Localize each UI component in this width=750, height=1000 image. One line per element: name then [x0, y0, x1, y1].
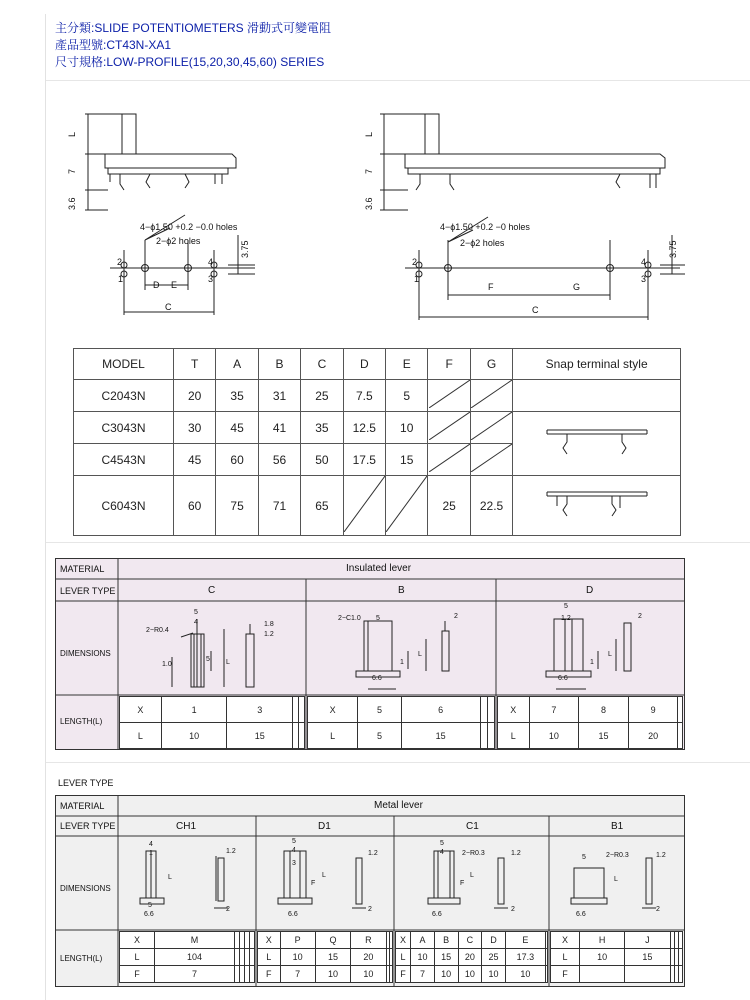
dimensions-label: DIMENSIONS: [60, 649, 111, 658]
cell-F-empty: [428, 444, 470, 476]
cell-A: 35: [216, 380, 258, 412]
snap-cell-blank: [513, 380, 681, 412]
cell-B: 41: [258, 412, 300, 444]
dim-d1-F: F: [311, 880, 316, 887]
col-F: F: [428, 349, 470, 380]
dim-C-right: C: [532, 305, 539, 315]
col-T: T: [173, 349, 215, 380]
lever-type-CH1: CH1: [176, 821, 197, 832]
cell-E-empty: [386, 476, 428, 536]
cell-B: 31: [258, 380, 300, 412]
cell-D: 17.5: [343, 444, 385, 476]
dim-d-5: 5: [564, 603, 568, 610]
dim-c-L: L: [226, 659, 230, 666]
col-E: E: [386, 349, 428, 380]
dim-b1-5: 5: [582, 854, 586, 861]
length-table-D: X 7 8 9 L 10 15 20: [497, 696, 683, 749]
metal-length-label: LENGTH(L): [60, 954, 103, 963]
spec-table: [73, 348, 681, 536]
cell-T: 30: [173, 412, 215, 444]
dim-d-12: 1.2: [561, 615, 571, 622]
cell-G-empty: [470, 444, 512, 476]
product-header: [55, 20, 331, 71]
pin3-right: 3: [641, 274, 647, 284]
dim-ch1-4: 4: [149, 841, 153, 848]
dim-c1-12: 1.2: [511, 850, 521, 857]
cell-B: 71: [258, 476, 300, 536]
pin4-right: 4: [641, 257, 647, 267]
col-A: A: [216, 349, 258, 380]
col-B: B: [258, 349, 300, 380]
cell-model: C2043N: [74, 380, 174, 412]
dim-E: E: [171, 280, 178, 290]
dim-G: G: [573, 282, 581, 292]
pin4-left: 4: [208, 257, 214, 267]
dim-c-5b: 5: [206, 656, 210, 663]
dim-c-12: 1.2: [264, 631, 274, 638]
dim-d1-3: 3: [292, 860, 296, 867]
cell-A: 45: [216, 412, 258, 444]
dim-ch1-2: 2: [226, 906, 230, 913]
dim-d1-66: 6.6: [288, 911, 298, 918]
dim-b-2: 2: [454, 613, 458, 620]
cell-C: 50: [301, 444, 343, 476]
holes4-left: 4−ϕ1.50 +0.2 −0.0 holes: [140, 222, 238, 232]
lever-type-C1: C1: [466, 821, 479, 832]
dim-375-left: 3.75: [240, 240, 250, 258]
dim-c-4: 4: [194, 619, 198, 626]
material-value: Insulated lever: [346, 563, 412, 574]
cell-B: 56: [258, 444, 300, 476]
dim-7-left: 7: [67, 168, 77, 174]
holes2-right: 2−ϕ2 holes: [460, 238, 505, 248]
dim-D: D: [153, 280, 160, 290]
dim-b-c10: 2−C1.0: [338, 615, 361, 622]
length-label: LENGTH(L): [60, 717, 103, 726]
dim-d1-4: 4: [292, 847, 296, 854]
dim-b-66: 6.6: [372, 675, 382, 682]
length-table-CH1: X M L 104 F 7: [119, 931, 255, 983]
dim-d-L: L: [608, 651, 612, 658]
cell-A: 60: [216, 444, 258, 476]
lever-type-label: LEVER TYPE: [60, 586, 116, 596]
dim-c-r04: 2−R0.4: [146, 627, 169, 634]
dim-L-right: L: [364, 131, 374, 137]
cell-G-empty: [470, 412, 512, 444]
divider: [46, 542, 750, 543]
dim-36-right: 3.6: [364, 197, 374, 210]
table-row: [74, 412, 681, 444]
length-table-D1: X P Q R L 10 15 20 F 7 10 10: [257, 931, 393, 983]
dim-F: F: [488, 282, 494, 292]
cell-E: 5: [386, 380, 428, 412]
dim-c1-L: L: [470, 872, 474, 879]
cell-F: 25: [428, 476, 470, 536]
dim-c-10: 1.0: [162, 661, 172, 668]
length-table-B: X 5 6 L 5 15: [307, 696, 495, 749]
metal-lever-type-label: LEVER TYPE: [60, 821, 116, 831]
length-table-B1: X H J L 10 15 F: [550, 931, 683, 983]
cell-F-empty: [428, 380, 470, 412]
dim-ch1-1: 1: [149, 850, 153, 857]
spec-header-row: [74, 349, 681, 380]
model-line: 產品型號:CT43N-XA1: [55, 38, 172, 52]
dim-d1-2: 2: [368, 906, 372, 913]
dim-c-5: 5: [194, 609, 198, 616]
cell-T: 60: [173, 476, 215, 536]
cell-C: 25: [301, 380, 343, 412]
cell-D-empty: [343, 476, 385, 536]
pin2-right: 2: [412, 257, 418, 267]
cell-T: 45: [173, 444, 215, 476]
dim-d1-5: 5: [292, 838, 296, 845]
dim-7-right: 7: [364, 168, 374, 174]
cell-F-empty: [428, 412, 470, 444]
dim-d-66: 6.6: [558, 675, 568, 682]
pin1-right: 1: [414, 274, 420, 284]
dim-c-18: 1.8: [264, 621, 274, 628]
dim-c1-5: 5: [440, 840, 444, 847]
col-G: G: [470, 349, 512, 380]
holes4-right: 4−ϕ1.50 +0.2 −0 holes: [440, 222, 530, 232]
dim-b1-r03: 2−R0.3: [606, 852, 629, 859]
metal-lever-panel: [55, 795, 685, 987]
cell-E: 15: [386, 444, 428, 476]
cell-model: C6043N: [74, 476, 174, 536]
divider: [46, 762, 750, 763]
pin3-left: 3: [208, 274, 214, 284]
dim-C-left: C: [165, 302, 172, 312]
dim-b1-2: 2: [656, 906, 660, 913]
insulated-lever-panel: [55, 558, 685, 750]
cell-D: 12.5: [343, 412, 385, 444]
length-table-C1: X A B C D E L 10 15 20 25 17.3 F 7 10 10 10 10: [395, 931, 548, 983]
dim-375-right: 3.75: [668, 240, 678, 258]
metal-material-value: Metal lever: [374, 800, 423, 811]
dim-d1-L: L: [322, 872, 326, 879]
dim-L-left: L: [67, 131, 77, 137]
pin2-left: 2: [117, 257, 123, 267]
holes2-left: 2−ϕ2 holes: [156, 236, 201, 246]
technical-drawing: [0, 90, 750, 330]
col-D: D: [343, 349, 385, 380]
lever-type-D1: D1: [318, 821, 331, 832]
cell-T: 20: [173, 380, 215, 412]
dim-c1-F: F: [460, 880, 465, 887]
material-label: MATERIAL: [60, 564, 105, 574]
col-C: C: [301, 349, 343, 380]
dim-36-left: 3.6: [67, 197, 77, 210]
lever-type-B1: B1: [611, 821, 624, 832]
dim-d-1: 1: [590, 659, 594, 666]
dim-c1-2: 2: [511, 906, 515, 913]
cell-G-empty: [470, 380, 512, 412]
col-snap: Snap terminal style: [513, 349, 681, 380]
metal-dimensions-label: DIMENSIONS: [60, 884, 111, 893]
dim-ch1-66: 6.6: [144, 911, 154, 918]
cell-model: C4543N: [74, 444, 174, 476]
dim-b1-L: L: [614, 876, 618, 883]
cell-C: 35: [301, 412, 343, 444]
dim-b-L: L: [418, 651, 422, 658]
size-line: 尺寸規格:LOW-PROFILE(15,20,30,45,60) SERIES: [55, 55, 325, 69]
dim-c1-r03: 2−R0.3: [462, 850, 485, 857]
dim-c1-66: 6.6: [432, 911, 442, 918]
metal-section-title: LEVER TYPE: [58, 778, 114, 788]
cell-G: 22.5: [470, 476, 512, 536]
divider: [46, 80, 750, 81]
dim-b1-12: 1.2: [656, 852, 666, 859]
category-line: 主分類:SLIDE POTENTIOMETERS 滑動式可變電阻: [55, 21, 332, 35]
lever-type-B: B: [398, 585, 405, 596]
dim-ch1-L: L: [168, 874, 172, 881]
col-model: MODEL: [74, 349, 174, 380]
metal-material-label: MATERIAL: [60, 801, 105, 811]
pin1-left: 1: [118, 274, 124, 284]
cell-A: 75: [216, 476, 258, 536]
dim-d-2: 2: [638, 613, 642, 620]
dim-d1-12: 1.2: [368, 850, 378, 857]
lever-type-C: C: [208, 585, 216, 596]
table-row: [74, 380, 681, 412]
cell-model: C3043N: [74, 412, 174, 444]
dim-b-1: 1: [400, 659, 404, 666]
snap-terminal-short: [513, 412, 681, 476]
dim-ch1-12: 1.2: [226, 848, 236, 855]
cell-E: 10: [386, 412, 428, 444]
dim-b1-66: 6.6: [576, 911, 586, 918]
snap-terminal-long: [513, 476, 681, 536]
dim-c1-4: 4: [440, 849, 444, 856]
length-table-C: X 1 3 L 10 15: [119, 696, 305, 749]
cell-C: 65: [301, 476, 343, 536]
dim-b-5: 5: [376, 615, 380, 622]
table-row: [74, 476, 681, 536]
cell-D: 7.5: [343, 380, 385, 412]
dim-ch1-5: 5: [148, 902, 152, 909]
lever-type-D: D: [586, 585, 594, 596]
